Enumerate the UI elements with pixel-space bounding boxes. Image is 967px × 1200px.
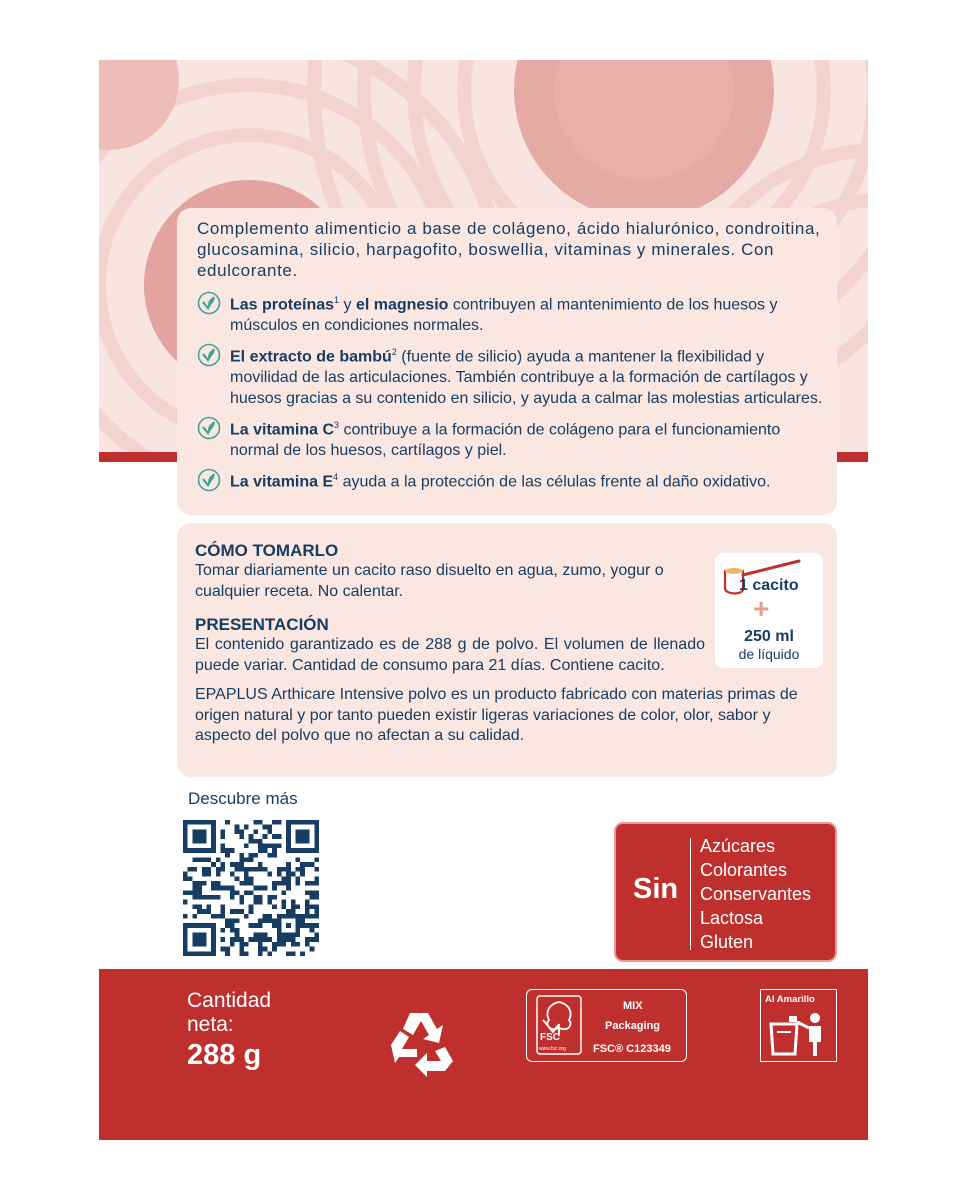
- benefit-description: ayuda a la protección de las células frente al daño oxidativo.: [338, 473, 771, 491]
- footnote-ref: 3: [334, 420, 340, 431]
- presentation-title: PRESENTACIÓN: [195, 615, 329, 634]
- leaf-check-icon: [197, 416, 221, 440]
- benefit-item: [197, 467, 823, 493]
- how-to-text: Tomar diariamente un cacito raso disuelto en agua, zumo, yogur o cualquier receta. No calentar.: [195, 562, 664, 600]
- fsc-url: www.fsc.org: [539, 1046, 566, 1052]
- plus-icon: +: [753, 593, 770, 624]
- al-amarillo-badge: [760, 989, 837, 1062]
- benefit-item: [197, 290, 823, 336]
- dose-card: [715, 553, 823, 668]
- dose-volume: 250 ml: [744, 628, 794, 645]
- benefit-text: [230, 290, 823, 336]
- benefit-description: (fuente de silicio) ayuda a mantener la flexibilidad y movilidad de las articulaciones. También contribuye a la formación de cartílagos y huesos gracias a su contenido en silicio, y ayuda a calmar las molestias articulares.: [230, 348, 823, 407]
- net-quantity-label-line: Cantidad: [187, 989, 272, 1012]
- benefit-text: [230, 342, 823, 409]
- disclaimer-text: EPAPLUS Arthicare Intensive polvo es un producto fabricado con materias primas de origen natural y por tanto pueden existir ligeras variaciones de color, olor, sabor y aspecto del polvo que no afectan a su calidad.: [195, 686, 798, 744]
- free-from-item: Azúcares: [700, 836, 776, 856]
- footnote-ref: 2: [391, 347, 397, 358]
- benefit-item: [197, 342, 823, 409]
- fsc-code: FSC® C123349: [593, 1043, 671, 1055]
- benefit-bold: La vitamina C: [230, 421, 335, 439]
- recycling-bin-person-icon: [767, 1010, 830, 1058]
- dose-liquid: de líquido: [738, 646, 800, 662]
- how-to-title: CÓMO TOMARLO: [195, 541, 339, 560]
- fsc-logo-text: FSC: [540, 1032, 560, 1043]
- leaf-check-icon: [197, 468, 221, 492]
- benefit-bold: La vitamina E: [230, 473, 334, 491]
- fsc-packaging: Packaging: [605, 1020, 661, 1032]
- free-from-prefix: Sin: [633, 873, 679, 905]
- leaf-check-icon: [197, 343, 221, 367]
- usage-box: [177, 523, 837, 777]
- benefit-connector: y: [339, 296, 356, 314]
- dose-scoop: 1 cacito: [739, 577, 799, 594]
- footer-band: [99, 969, 868, 1140]
- benefit-text: [230, 415, 823, 461]
- free-from-item: Conservantes: [700, 884, 812, 904]
- label-panel: [99, 60, 868, 1140]
- benefits-box: [177, 208, 837, 515]
- benefit-text: [230, 467, 770, 493]
- footnote-ref: 1: [334, 295, 340, 305]
- benefit-bold: el magnesio: [355, 296, 449, 314]
- fsc-mix: MIX: [623, 1000, 643, 1012]
- free-from-item: Gluten: [700, 932, 754, 952]
- presentation-text: El contenido garantizado es de 288 g de polvo. El volumen de llenado puede variar. Cantidad de consumo para 21 días. Contiene cacito.: [195, 636, 705, 674]
- free-from-list: [700, 834, 811, 954]
- recycle-icon: [383, 1005, 455, 1077]
- benefit-item: [197, 415, 823, 461]
- leaf-check-icon: [197, 291, 221, 315]
- qr-label: Descubre más: [188, 789, 298, 808]
- amarillo-label: Al Amarillo: [765, 994, 815, 1005]
- free-from-item: Colorantes: [700, 860, 788, 880]
- footnote-ref: 4: [333, 472, 339, 483]
- free-from-item: Lactosa: [700, 908, 764, 928]
- free-from-badge: [614, 822, 837, 962]
- benefit-description: contribuyen al mantenimiento de los huesos y músculos en condiciones normales.: [230, 296, 778, 334]
- qr-code[interactable]: [183, 820, 319, 956]
- product-description: Complemento alimenticio a base de colágeno, ácido hialurónico, condroitina, glucosamina, silicio, harpagofito, boswellia, vitaminas y minerales. Con edulcorante.: [197, 219, 821, 280]
- divider: [690, 838, 691, 950]
- fsc-certification: [526, 989, 687, 1062]
- benefit-description: contribuye a la formación de colágeno para el funcionamiento normal de los huesos, cartílagos y piel.: [230, 421, 781, 459]
- net-quantity-label: [187, 989, 271, 1037]
- benefit-bold: El extracto de bambú: [230, 348, 392, 366]
- net-quantity-label-line: neta:: [187, 1013, 234, 1036]
- benefit-bold: Las proteínas: [230, 296, 335, 314]
- net-quantity-value: 288 g: [187, 1039, 262, 1071]
